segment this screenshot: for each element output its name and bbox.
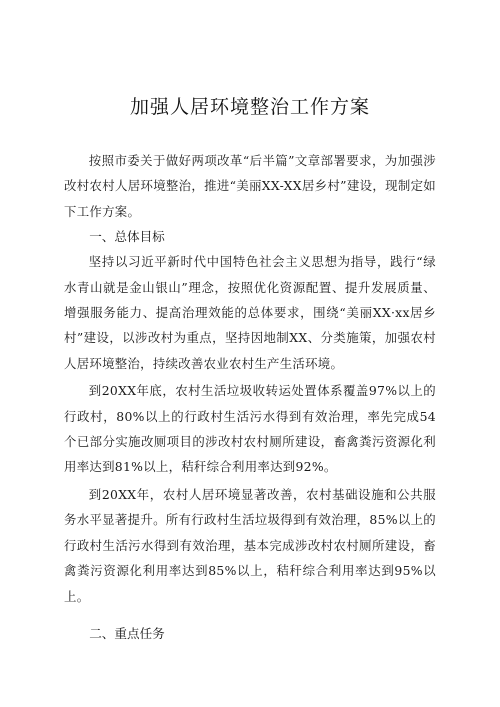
document-title: 加强人居环境整治工作方案	[129, 96, 370, 118]
section-heading-overall-goals: 一、总体目标	[89, 229, 165, 245]
goal-paragraph-long-term-targets: 到20XX年，农村人居环境显著改善，农村基础设施和公共服务水平显著提升。所有行政村生活垃圾得到有效治理，85%以上的行政村生活污水得到有效治理，基本完成涉改村农村厕所建设，畜禽粪污资源化利用率达到85%以上，秸秆综合利用率达到95%以上。	[64, 486, 436, 604]
goal-paragraph-year-end-targets: 到20XX年底，农村生活垃圾收转运处置体系覆盖97%以上的行政村，80%以上的行政村生活污水得到有效治理，率先完成54个已部分实施改厕项目的涉改村农村厕所建设，畜禽粪污资源化利用率达到81%以上，秸秆综合利用率达到92%。	[64, 383, 436, 475]
intro-paragraph: 按照市委关于做好两项改革“后半篇”文章部署要求，为加强涉改村农村人居环境整治，推进“美丽XX-XX居乡村”建设，现制定如下工作方案。	[64, 153, 436, 219]
document-body	[64, 148, 436, 646]
section-heading-key-tasks: 二、重点任务	[89, 625, 165, 641]
goal-paragraph-guiding-principle: 坚持以习近平新时代中国特色社会主义思想为指导，践行“绿水青山就是金山银山”理念，按照优化资源配置、提升发展质量、增强服务能力、提高治理效能的总体要求，围绕“美丽XX·xx居乡村”建设，以涉改村为重点，坚持因地制XX、分类施策，加强农村人居环境整治，持续改善农业农村生产生活环境。	[64, 254, 436, 371]
